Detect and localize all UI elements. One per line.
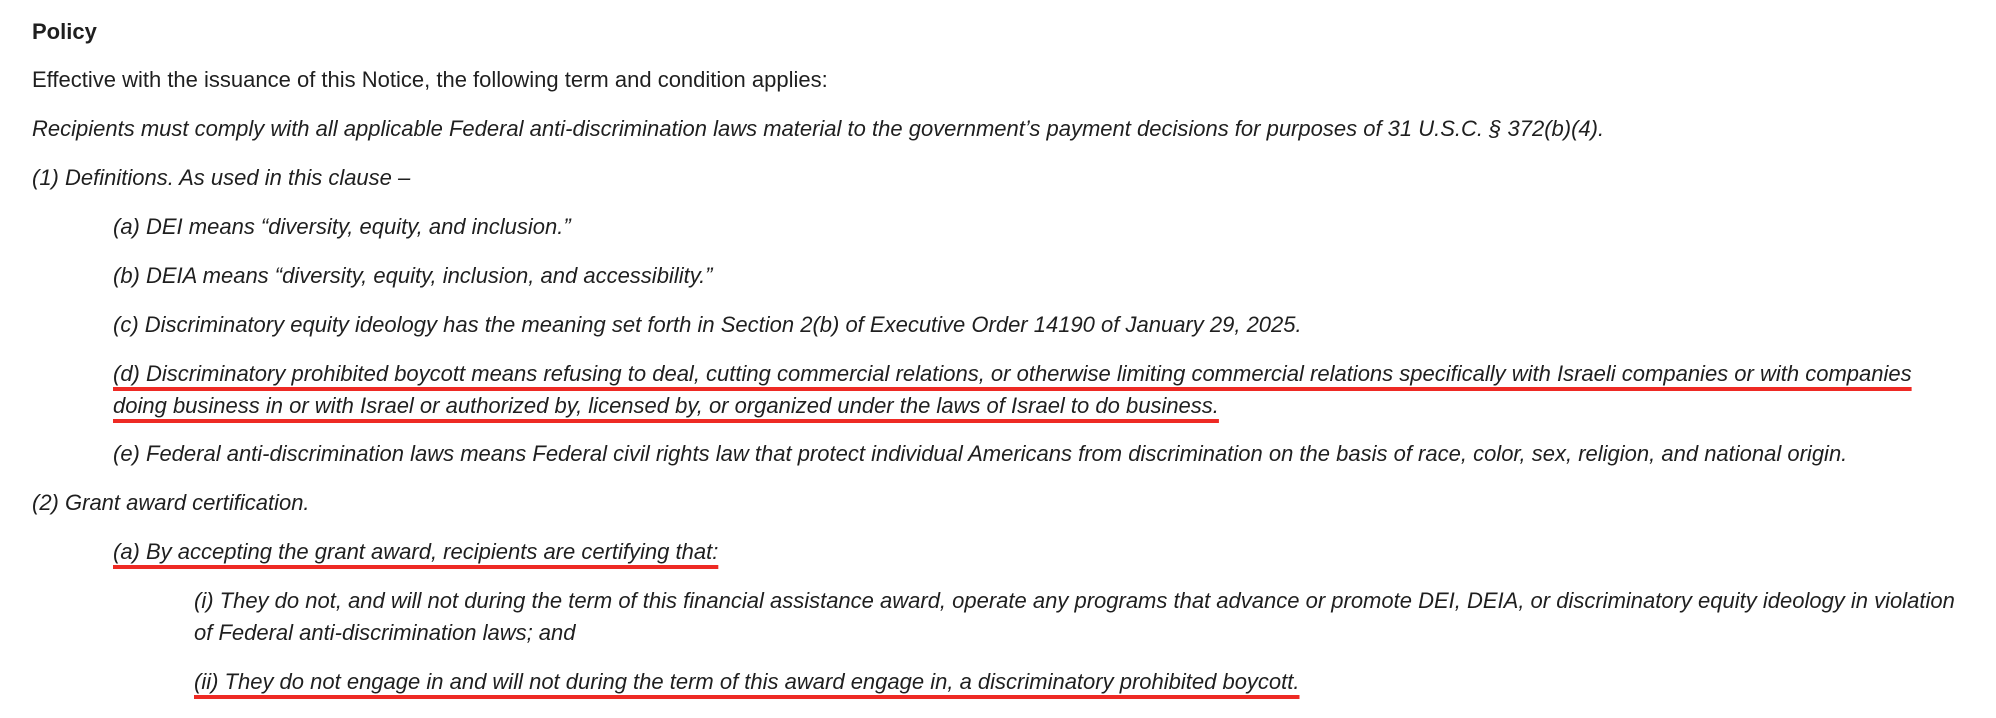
definition-d-highlighted-text: (d) Discriminatory prohibited boycott means refusing to deal, cutting commercial relations, or otherwise limiting commercial relations specifically with Israeli companies or with companies doing business in or with Israel or authorized by, licensed by, or organized under the laws of Israel to do business. bbox=[113, 361, 1912, 418]
certification-ii bbox=[32, 666, 1972, 698]
requirement-text: Recipients must comply with all applicable Federal anti-discrimination laws material to the government’s payment decisions for purposes of 31 U.S.C. § 372(b)(4). bbox=[32, 116, 1605, 141]
certification-a-highlighted-text: (a) By accepting the grant award, recipients are certifying that: bbox=[113, 539, 719, 564]
definition-c: (c) Discriminatory equity ideology has the meaning set forth in Section 2(b) of Executive Order 14190 of January 29, 2025. bbox=[113, 312, 1302, 337]
definition-b: (b) DEIA means “diversity, equity, inclusion, and accessibility.” bbox=[113, 263, 713, 288]
certification-ii-highlighted-text: (ii) They do not engage in and will not during the term of this award engage in, a discriminatory prohibited boycott. bbox=[194, 669, 1300, 694]
definitions-heading: (1) Definitions. As used in this clause – bbox=[32, 165, 411, 190]
policy-heading: Policy bbox=[32, 19, 97, 44]
intro-text: Effective with the issuance of this Notice, the following term and condition applies: bbox=[32, 67, 828, 92]
definition-e: (e) Federal anti-discrimination laws means Federal civil rights law that protect individual Americans from discrimination on the basis of race, color, sex, religion, and national origin. bbox=[113, 441, 1848, 466]
definition-d bbox=[32, 358, 1972, 422]
certification-heading: (2) Grant award certification. bbox=[32, 490, 310, 515]
certification-a bbox=[32, 536, 1972, 568]
certification-i: (i) They do not, and will not during the term of this financial assistance award, operate any programs that advance or promote DEI, DEIA, or discriminatory equity ideology in violation of Federal anti-discrimination laws; and bbox=[194, 588, 1955, 645]
policy-document bbox=[32, 14, 1972, 715]
definition-a: (a) DEI means “diversity, equity, and inclusion.” bbox=[113, 214, 571, 239]
